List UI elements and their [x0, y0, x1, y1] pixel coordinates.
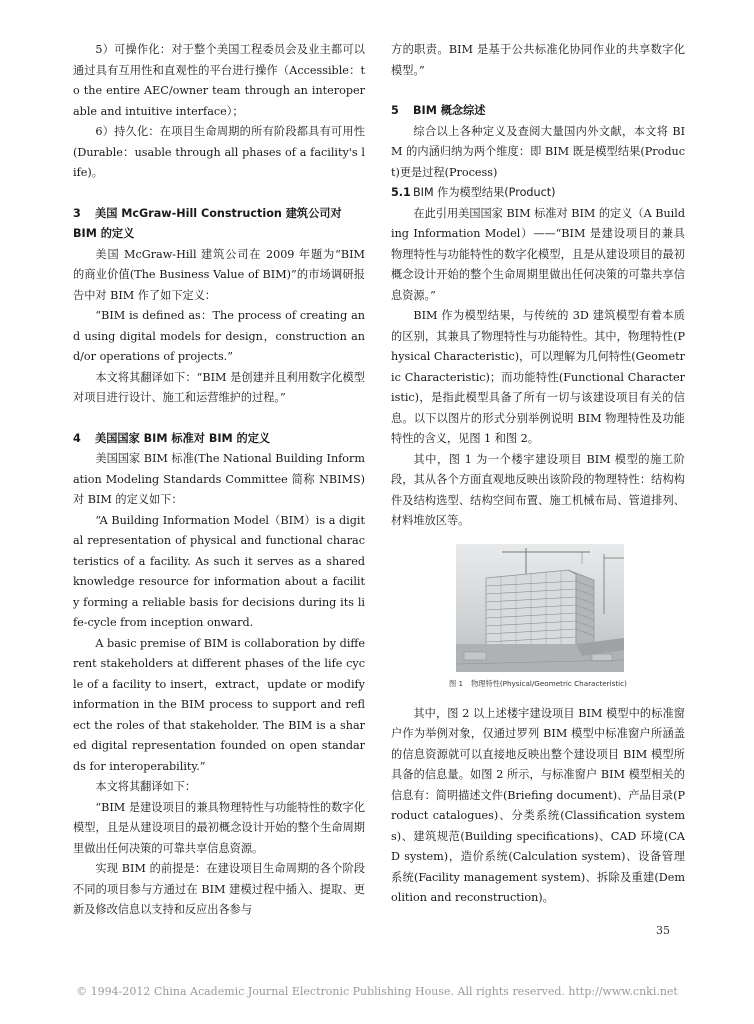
paragraph-mcgraw-quote: “BIM is defined as：The process of creating and using digital models for design，construction and/or operations of projects.”: [73, 309, 365, 363]
section-title: BIM 概念综述: [413, 104, 486, 117]
right-column: [391, 40, 685, 909]
section-number: 4: [73, 431, 81, 445]
paragraph-nbims-translation: “BIM 是建设项目的兼具物理特性与功能特性的数字化模型，且是从建设项目的最初概念设计开始的整个生命周期里做出任何决策的可靠共享信息资源。: [73, 800, 365, 855]
paragraph-bim-overview: 综合以上各种定义及查阅大量国内外文献，本文将 BIM 的内涵归纳为两个维度：即 BIM 既是模型结果(Product)更是过程(Process): [391, 124, 685, 179]
section-number: 3: [73, 206, 81, 220]
paragraph-window-information: 其中，图 2 以上述楼宇建设项目 BIM 模型中的标准窗户作为举例对象，仅通过罗列 BIM 模型中标准窗户所涵盖的信息资源就可以直接地反映出整个建设项目 BIM 模型所具备的信息量。如图 2 所示，与标准窗户 BIM 模型相关的信息有：简明描述文件(Briefing document)、产品目录(Product catalogues)、分类系统(Classification systems)、建筑规范(Building specifications)、CAD 环境(CAD system)，造价系统(Calculation system)、设备管理系统(Facility management system)、拆除及重建(Demolition and reconstruction)。: [391, 706, 685, 904]
figure-1-caption: [391, 678, 685, 690]
section-title: 美国 McGraw-Hill Construction 建筑公司对 BIM 的定义: [73, 206, 342, 240]
building-render-illustration: [456, 544, 624, 672]
paragraph-nbims-quote-2: A basic premise of BIM is collaboration by different stakeholders at different phases of the life cycle of a facility to insert，extract，update or modify information in the BIM process to support and reflect the roles of that stakeholder. The BIM is a shared digital representation founded on open standards for interoperability.”: [73, 636, 365, 773]
section-heading-5: [391, 101, 685, 122]
section-number: 5.1: [391, 186, 411, 199]
paragraph-translation-lead: 本文将其翻译如下：: [95, 780, 197, 793]
paragraph-continuation: 方的职责。BIM 是基于公共标准化协同作业的共享数字化模型。”: [391, 43, 685, 77]
paragraph-nbims-quote-1: “A Building Information Model（BIM）is a digital representation of physical and functional characteristics of a facility. As such it serves as a shared knowledge resource for information about a facility forming a reliable basis for decisions during its life-cycle from inception onward.: [73, 513, 365, 629]
paragraph-characteristics: BIM 作为模型结果，与传统的 3D 建筑模型有着本质的区别，其兼具了物理特性与功能特性。其中，物理特性(Physical Characteristic)，可以理解为几何特性(Geometric Characteristic)；而功能特性(Functional Characteristic)，是指此模型具备了所有一切与该建设项目有关的信息。以下以图片的形式分别举例说明 BIM 物理特性及功能特性的含义，见图 1 和图 2。: [391, 309, 685, 445]
section-heading-3: [73, 204, 365, 245]
copyright-footer: © 1994-2012 China Academic Journal Electronic Publishing House. All rights reserved. http://www.cnki.net: [76, 985, 678, 998]
paragraph-bim-premise: 实现 BIM 的前提是：在建设项目生命周期的各个阶段不同的项目参与方通过在 BIM 建模过程中插入、提取、更新及修改信息以支持和反应出各参与: [73, 862, 365, 916]
paragraph-figure1-description: 其中，图 1 为一个楼宇建设项目 BIM 模型的施工阶段，其从各个方面直观地反映出该阶段的物理特性：结构构件及结构选型、结构空间布置、施工机械布局、管道排列、材料堆放区等。: [391, 452, 685, 527]
paragraph-mcgraw-translation: 本文将其翻译如下：“BIM 是创建并且利用数字化模型对项目进行设计、施工和运营维护的过程。”: [73, 370, 365, 404]
paragraph-nbims-citation: 在此引用美国国家 BIM 标准对 BIM 的定义（A Building Information Model）——“BIM 是建设项目的兼具物理特性与功能特性的数字化模型，且是从建设项目的最初概念设计开始的整个生命周期里做出任何决策的可靠共享信息资源。”: [391, 206, 685, 302]
left-column: [73, 40, 365, 921]
paragraph-nbims-intro: 美国国家 BIM 标准(The National Building Information Modeling Standards Committee 简称 NBIMS)对 BIM 的定义如下：: [73, 452, 365, 506]
section-number: 5: [391, 104, 399, 117]
page-number: 35: [656, 924, 670, 937]
paragraph-accessible: 5）可操作化：对于整个美国工程委员会及业主都可以通过具有互用性和直观性的平台进行操作（Accessible：to the entire AEC/owner team through an interoperable and intuitive interface）；: [73, 43, 365, 118]
paragraph-durable: 6）持久化：在项目生命周期的所有阶段都具有可用性(Durable：usable through all phases of a facility's life)。: [73, 125, 365, 179]
section-title: 美国国家 BIM 标准对 BIM 的定义: [95, 431, 271, 445]
figure-label: 图 1: [449, 678, 464, 688]
figure-caption-text: 物理特性(Physical/Geometric Characteristic): [471, 678, 627, 688]
paragraph-mcgraw-intro: 美国 McGraw-Hill 建筑公司在 2009 年题为“BIM 的商业价值(The Business Value of BIM)”的市场调研报告中对 BIM 作了如下定义：: [73, 247, 365, 302]
figure-1-building-model-image: [456, 544, 624, 672]
section-heading-4: [73, 429, 365, 450]
section-title: BIM 作为模型结果(Product): [413, 186, 556, 199]
subsection-heading-5-1: [391, 183, 685, 204]
